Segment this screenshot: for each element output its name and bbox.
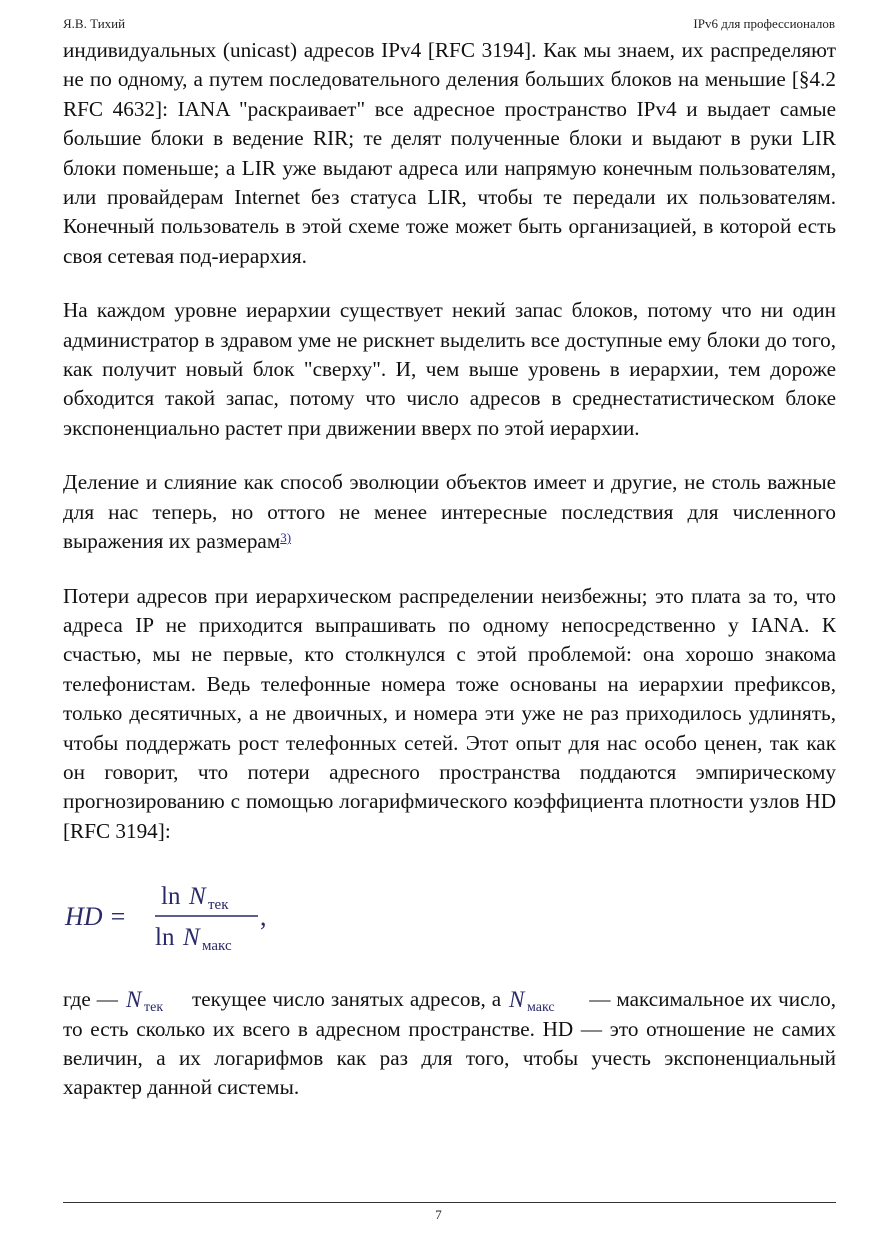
hd-formula	[63, 871, 836, 963]
formula-num-ln: ln	[161, 883, 181, 911]
sym1-sub: тек	[143, 1000, 164, 1013]
paragraph-5-part1: где —	[63, 987, 124, 1012]
footer-divider	[63, 1202, 836, 1203]
formula-num-var: N	[189, 883, 206, 911]
n-current-symbol	[124, 986, 186, 1012]
paragraph-3	[63, 468, 836, 556]
paragraph-2: На каждом уровне иерархии существует некий запас блоков, потому что ни один администратор в здравом уме не рискнет выделить все доступные ему блоки до того, как получит новый блок "сверху". И, чем выше уровень в иерархии, тем дороже обходится такой запас, потому что число адресов в среднестатистическом блоке экспоненциально растет при движении вверх по этой иерархии.	[63, 298, 836, 440]
formula-num-sub: тек	[208, 897, 229, 914]
formula-lhs: HD =	[65, 902, 127, 932]
page-body	[63, 36, 836, 1128]
paragraph-1: индивидуальных (unicast) адресов IPv4 [RFC 3194]. Как мы знаем, их распределяют не по одному, а путем последовательного деления больших блоков на меньшие [§4.2 RFC 4632]: IANA "раскраивает" все адресное пространство IPv4 и выдает самые большие блоки в ведение RIR; те делят полученные блоки и выдают в руки LIR блоки поменьше; а LIR уже выдают адреса или напрямую конечным пользователям, или провайдерам Internet без статуса LIR, чтобы те передали их пользователям. Конечный пользователь в этой схеме тоже может быть организацией, в которой есть своя сетевая под-иерархия.	[63, 38, 836, 268]
footnote-link[interactable]: 3)	[280, 530, 292, 546]
paragraph-5-part3: — максимальное их число, то есть сколько их всего в адресном пространстве. HD — это отношение не самих величин, а их логарифмов как раз для того, чтобы учесть экспоненциальный характер данной системы.	[63, 987, 836, 1100]
formula-tail: ,	[260, 902, 267, 932]
formula-den-sub: макс	[202, 938, 232, 955]
sym2-sub: макс	[527, 1000, 555, 1013]
paragraph-5	[63, 985, 836, 1103]
page-number: 7	[435, 1207, 442, 1222]
sym2-var: N	[509, 987, 525, 1013]
header-author: Я.В. Тихий	[63, 16, 126, 31]
formula-den-ln: ln	[155, 924, 175, 952]
sym1-var: N	[125, 987, 142, 1013]
paragraph-4: Потери адресов при иерархическом распределении неизбежны; это плата за то, что адреса IP не приходится выпрашивать по одному непосредственно у IANA. К счастью, мы не первые, кто столкнулся с этой проблемой: она хорошо знакома телефонистам. Ведь телефонные номера тоже основаны на иерархии префиксов, только десятичных, а не двоичных, и номера эти уже не раз приходилось удлинять, чтобы поддержать рост телефонных сетей. Этот опыт для нас особо ценен, так как он говорит, что потери адресного пространства поддаются эмпирическому прогнозированию с помощью логарифмического коэффициента плотности узлов HD [RFC 3194]:	[63, 583, 836, 843]
paragraph-5-part2: текущее число занятых адресов, а	[185, 987, 508, 1012]
header-title: IPv6 для профессионалов	[693, 16, 835, 31]
n-max-symbol	[507, 986, 583, 1012]
paragraph-3-text: Деление и слияние как способ эволюции объектов имеет и другие, не столь важные для нас теперь, но оттого не менее интересные последствия для численного выражения их размерам	[63, 470, 836, 554]
formula-den-var: N	[183, 924, 200, 952]
